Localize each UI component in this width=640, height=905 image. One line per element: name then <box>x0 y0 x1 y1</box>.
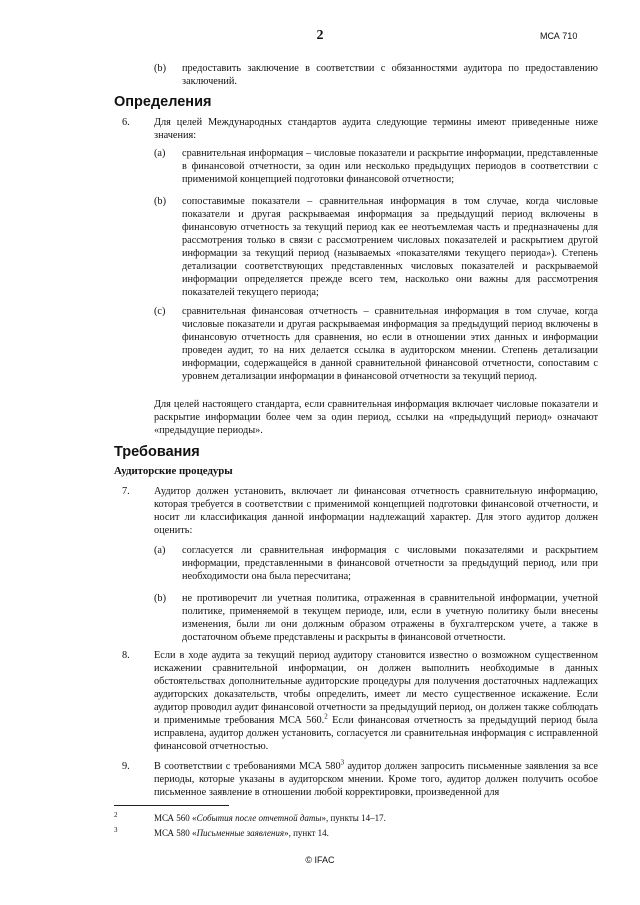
intro-label: (b) <box>154 63 167 74</box>
paragraph-8-text-part-b: Если финансовая отчетность за предыдущий период была исправлена, аудитор должен установить, согласуется ли сравнительная информация с исправленной финансовой отчетностью. <box>154 715 598 752</box>
footnote-2-prefix: МСА 560 « <box>154 813 197 823</box>
definition-a-label: (a) <box>154 148 166 159</box>
footnote-3-marker: 3 <box>114 826 118 834</box>
requirement-a-text: согласуется ли сравнительная информация с числовыми показателями и раскрытием информации, представленными в финансовой отчетности за предыдущий период, или при необходимости она была пересчитана; <box>182 545 598 582</box>
paragraph-9-text-part-b: аудитор должен запросить письменные заявления за все периоды, которые указаны в аудиторском мнении. Кроме того, аудитор должен получить особое письменное заявление в отношении любой корректировки, произведенной для <box>154 761 598 798</box>
audit-procedures-subheading: Аудиторские процедуры <box>114 465 233 477</box>
footnote-ref-3: 3 <box>340 758 345 767</box>
paragraph-8-number: 8. <box>122 650 130 661</box>
definition-c-text: сравнительная финансовая отчетность – сравнительная информация в том случае, когда числовые показатели и другая раскрываемая информация за предыдущий период включены в финансовую отчетность для сравнения, но если в отношении этих данных и информации проведен аудит, то на них делается ссылка в аудиторском мнении. Степень детализации информации, содержащейся в данной сравнительной финансовой отчетности, сопоставим с уровнем детализации информации в финансовой отчетности за текущий период. <box>182 306 598 382</box>
footnote-3-text <box>154 828 329 839</box>
definition-c-label: (c) <box>154 306 166 317</box>
footnote-3-suffix: », пункт 14. <box>284 828 329 838</box>
definition-b-text: сопоставимые показатели – сравнительная информация в том случае, когда числовые показатели и другая раскрываемая информация за предыдущий период включены в финансовую отчетность за текущий период как ее неотъемлемая часть и предназначены для рассмотрения только в связи с рассмотрением числовых показателей и раскрытием другой информации за текущий период (называемых «показателями текущего периода»). Степень детализации соответствующих представленных числовых показателей и раскрываемой информации определяется прежде всего тем, насколько они важны для рассмотрения показателей текущего периода; <box>182 196 598 298</box>
requirement-a-label: (a) <box>154 545 166 556</box>
page-footer: © IFAC <box>305 855 335 865</box>
paragraph-9-text-part-a: В соответствии с требованиями МСА 580 <box>154 761 341 772</box>
requirement-b-label: (b) <box>154 593 167 604</box>
definition-b-label: (b) <box>154 196 167 207</box>
paragraph-8-text-part-a: Если в ходе аудита за текущий период аудитору становится известно о возможном существенном искажении сравнительной информации, он должен выполнить необходимые в данных обстоятельствах дополнительные аудиторские процедуры для получения достаточных надлежащих аудиторских доказательств, чтобы определить, имеет ли место существенное искажение. Если аудитор проводил аудит финансовой отчетности за предыдущий период, он должен также соблюдать и применимые требования МСА 560. <box>154 650 598 726</box>
requirement-b-text: не противоречит ли учетная политика, отраженная в сравнительной информации, учетной политике, применяемой в текущем периоде, или, если в учетную политику были внесены изменения, были ли они должным образом отражены в бухгалтерском учете, а также в достаточном объеме представлены и раскрыты в финансовой отчетности. <box>182 593 598 643</box>
footnote-ref-2: 2 <box>324 712 328 721</box>
definition-a-text: сравнительная информация – числовые показатели и раскрытие информации, представленные в финансовой отчетности, за один или несколько предыдущих периодов в соответствии с применимой концепцией подготовки финансовой отчетности; <box>182 148 598 185</box>
paragraph-6-text: Для целей Международных стандартов аудита следующие термины имеют приведенные ниже значения: <box>154 117 598 141</box>
intro-text: предоставить заключение в соответствии с обязанностями аудитора по предоставлению заключений. <box>182 63 598 87</box>
document-id: МСА 710 <box>540 31 578 41</box>
paragraph-9-number: 9. <box>122 761 130 772</box>
footnote-2-number <box>114 813 118 824</box>
footnote-3-title: Письменные заявления <box>196 828 285 838</box>
paragraph-9-text <box>154 760 598 799</box>
paragraph-8-text <box>154 649 598 753</box>
definitions-heading: Определения <box>114 94 212 110</box>
footnote-3-prefix: МСА 580 « <box>154 828 197 838</box>
footnote-divider <box>114 805 229 806</box>
footnote-2-suffix: », пункты 14–17. <box>321 813 386 823</box>
paragraph-7-number: 7. <box>122 486 130 497</box>
footnote-3-number <box>114 828 118 839</box>
footnote-2-title: События после отчетной даты <box>196 813 322 823</box>
paragraph-6-number: 6. <box>122 117 130 128</box>
footnote-2-marker: 2 <box>114 811 118 819</box>
definitions-closing-text: Для целей настоящего стандарта, если сравнительная информация включает числовые показатели и раскрытие информации более чем за один период, ссылки на «предыдущий период» означают «предыдущие периоды». <box>154 399 598 436</box>
requirements-heading: Требования <box>114 444 200 460</box>
page-number: 2 <box>316 28 324 43</box>
paragraph-7-text: Аудитор должен установить, включает ли финансовая отчетность сравнительную информацию, которая требуется в соответствии с применимой концепцией подготовки финансовой отчетности, и носит ли классификация данной информации надлежащий характер. Для этого аудитор должен оценить: <box>154 486 598 536</box>
footnote-2-text <box>154 813 386 824</box>
